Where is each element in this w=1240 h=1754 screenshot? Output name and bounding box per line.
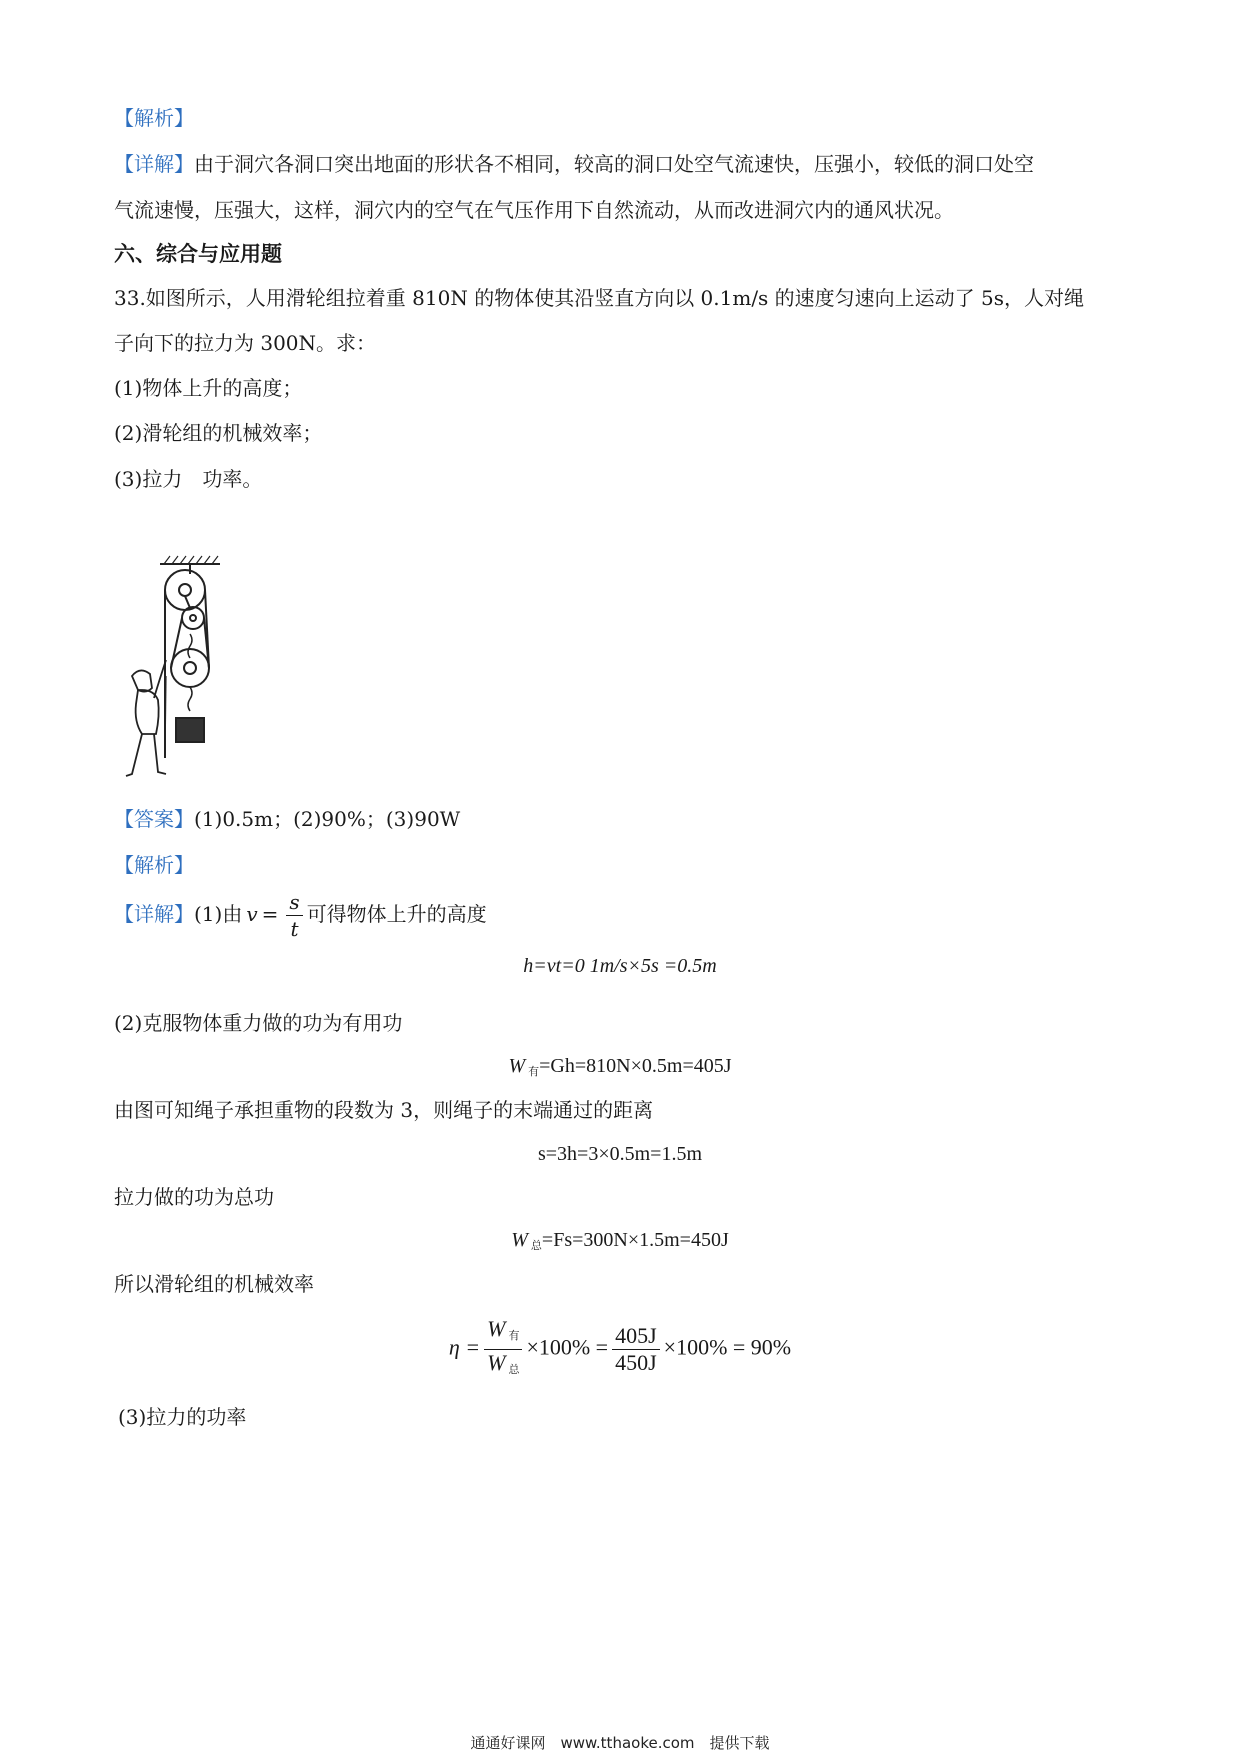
movable-pulley [171, 649, 209, 687]
question-33-item-3: (3)拉力 功率。 [114, 467, 263, 491]
fixed-pulley-large [165, 570, 205, 610]
section-heading: 六、综合与应用题 [114, 242, 282, 266]
weight-block [176, 718, 204, 742]
answer-line: 【答案】(1)0.5m；(2)90%；(3)90W [114, 807, 461, 831]
question-33-line-2: 子向下的拉力为 300N。求： [114, 331, 377, 355]
equation-useful-work: W $_有$=Gh=810N×0.5m=405J [508, 1055, 732, 1078]
detail-paragraph-1-line-1: 【详解】由于洞穴各洞口突出地面的形状各不相同，较高的洞口处空气流速快，压强小，较低的洞口处空 [114, 152, 1034, 176]
total-work-text: 拉力做的功为总功 [114, 1185, 274, 1209]
efficiency-text: 所以滑轮组的机械效率 [114, 1272, 314, 1296]
step-3-text: (3)拉力的功率 [118, 1405, 247, 1429]
detail-paragraph-1-line-2: 气流速慢，压强大，这样，洞穴内的空气在气压作用下自然流动，从而改进洞穴内的通风状况。 [114, 198, 954, 222]
equation-efficiency: η = $\frac{W _有}{W _总}$ ×100% = $\frac{405J}{450J}$ ×100% = 90% [0, 1316, 1240, 1383]
velocity-fraction: $\frac{s}{t}$ [286, 889, 302, 942]
fixed-pulley-small [182, 607, 204, 629]
analysis-label-1: 【解析】 [114, 106, 194, 130]
equation-height: h=vt=0 1m/s×5s =0.5m [523, 955, 717, 977]
efficiency-fraction-numeric: $\frac{405J}{450J}$ [612, 1323, 660, 1376]
person-figure [126, 660, 166, 776]
question-33-item-1: (1)物体上升的高度； [114, 376, 303, 400]
rope-segments-text: 由图可知绳子承担重物的段数为 3，则绳子的末端通过的距离 [114, 1098, 654, 1122]
detail-paragraph-2-line-1: 【详解】(1)由 v = $\frac{s}{t}$ 可得物体上升的高度 [114, 890, 487, 941]
ceiling-hatch [164, 556, 218, 564]
footer-source: 通通好课网 www.tthaoke.com 提供下载 [470, 1734, 770, 1752]
efficiency-fraction-symbolic: $\frac{W _有}{W _总}$ [484, 1316, 522, 1383]
question-33-line-1: 33.如图所示，人用滑轮组拉着重 810N 的物体使其沿竖直方向以 0.1m/s 的速度匀速向上运动了 5s，人对绳 [114, 286, 1085, 310]
equation-total-work: W $_总$=Fs=300N×1.5m=450J [511, 1229, 729, 1252]
equation-distance: s=3h=3×0.5m=1.5m [537, 1143, 702, 1165]
step-2-text: (2)克服物体重力做的功为有用功 [114, 1011, 403, 1035]
question-33-item-2: (2)滑轮组的机械效率； [114, 421, 323, 445]
analysis-label-2: 【解析】 [114, 853, 194, 877]
